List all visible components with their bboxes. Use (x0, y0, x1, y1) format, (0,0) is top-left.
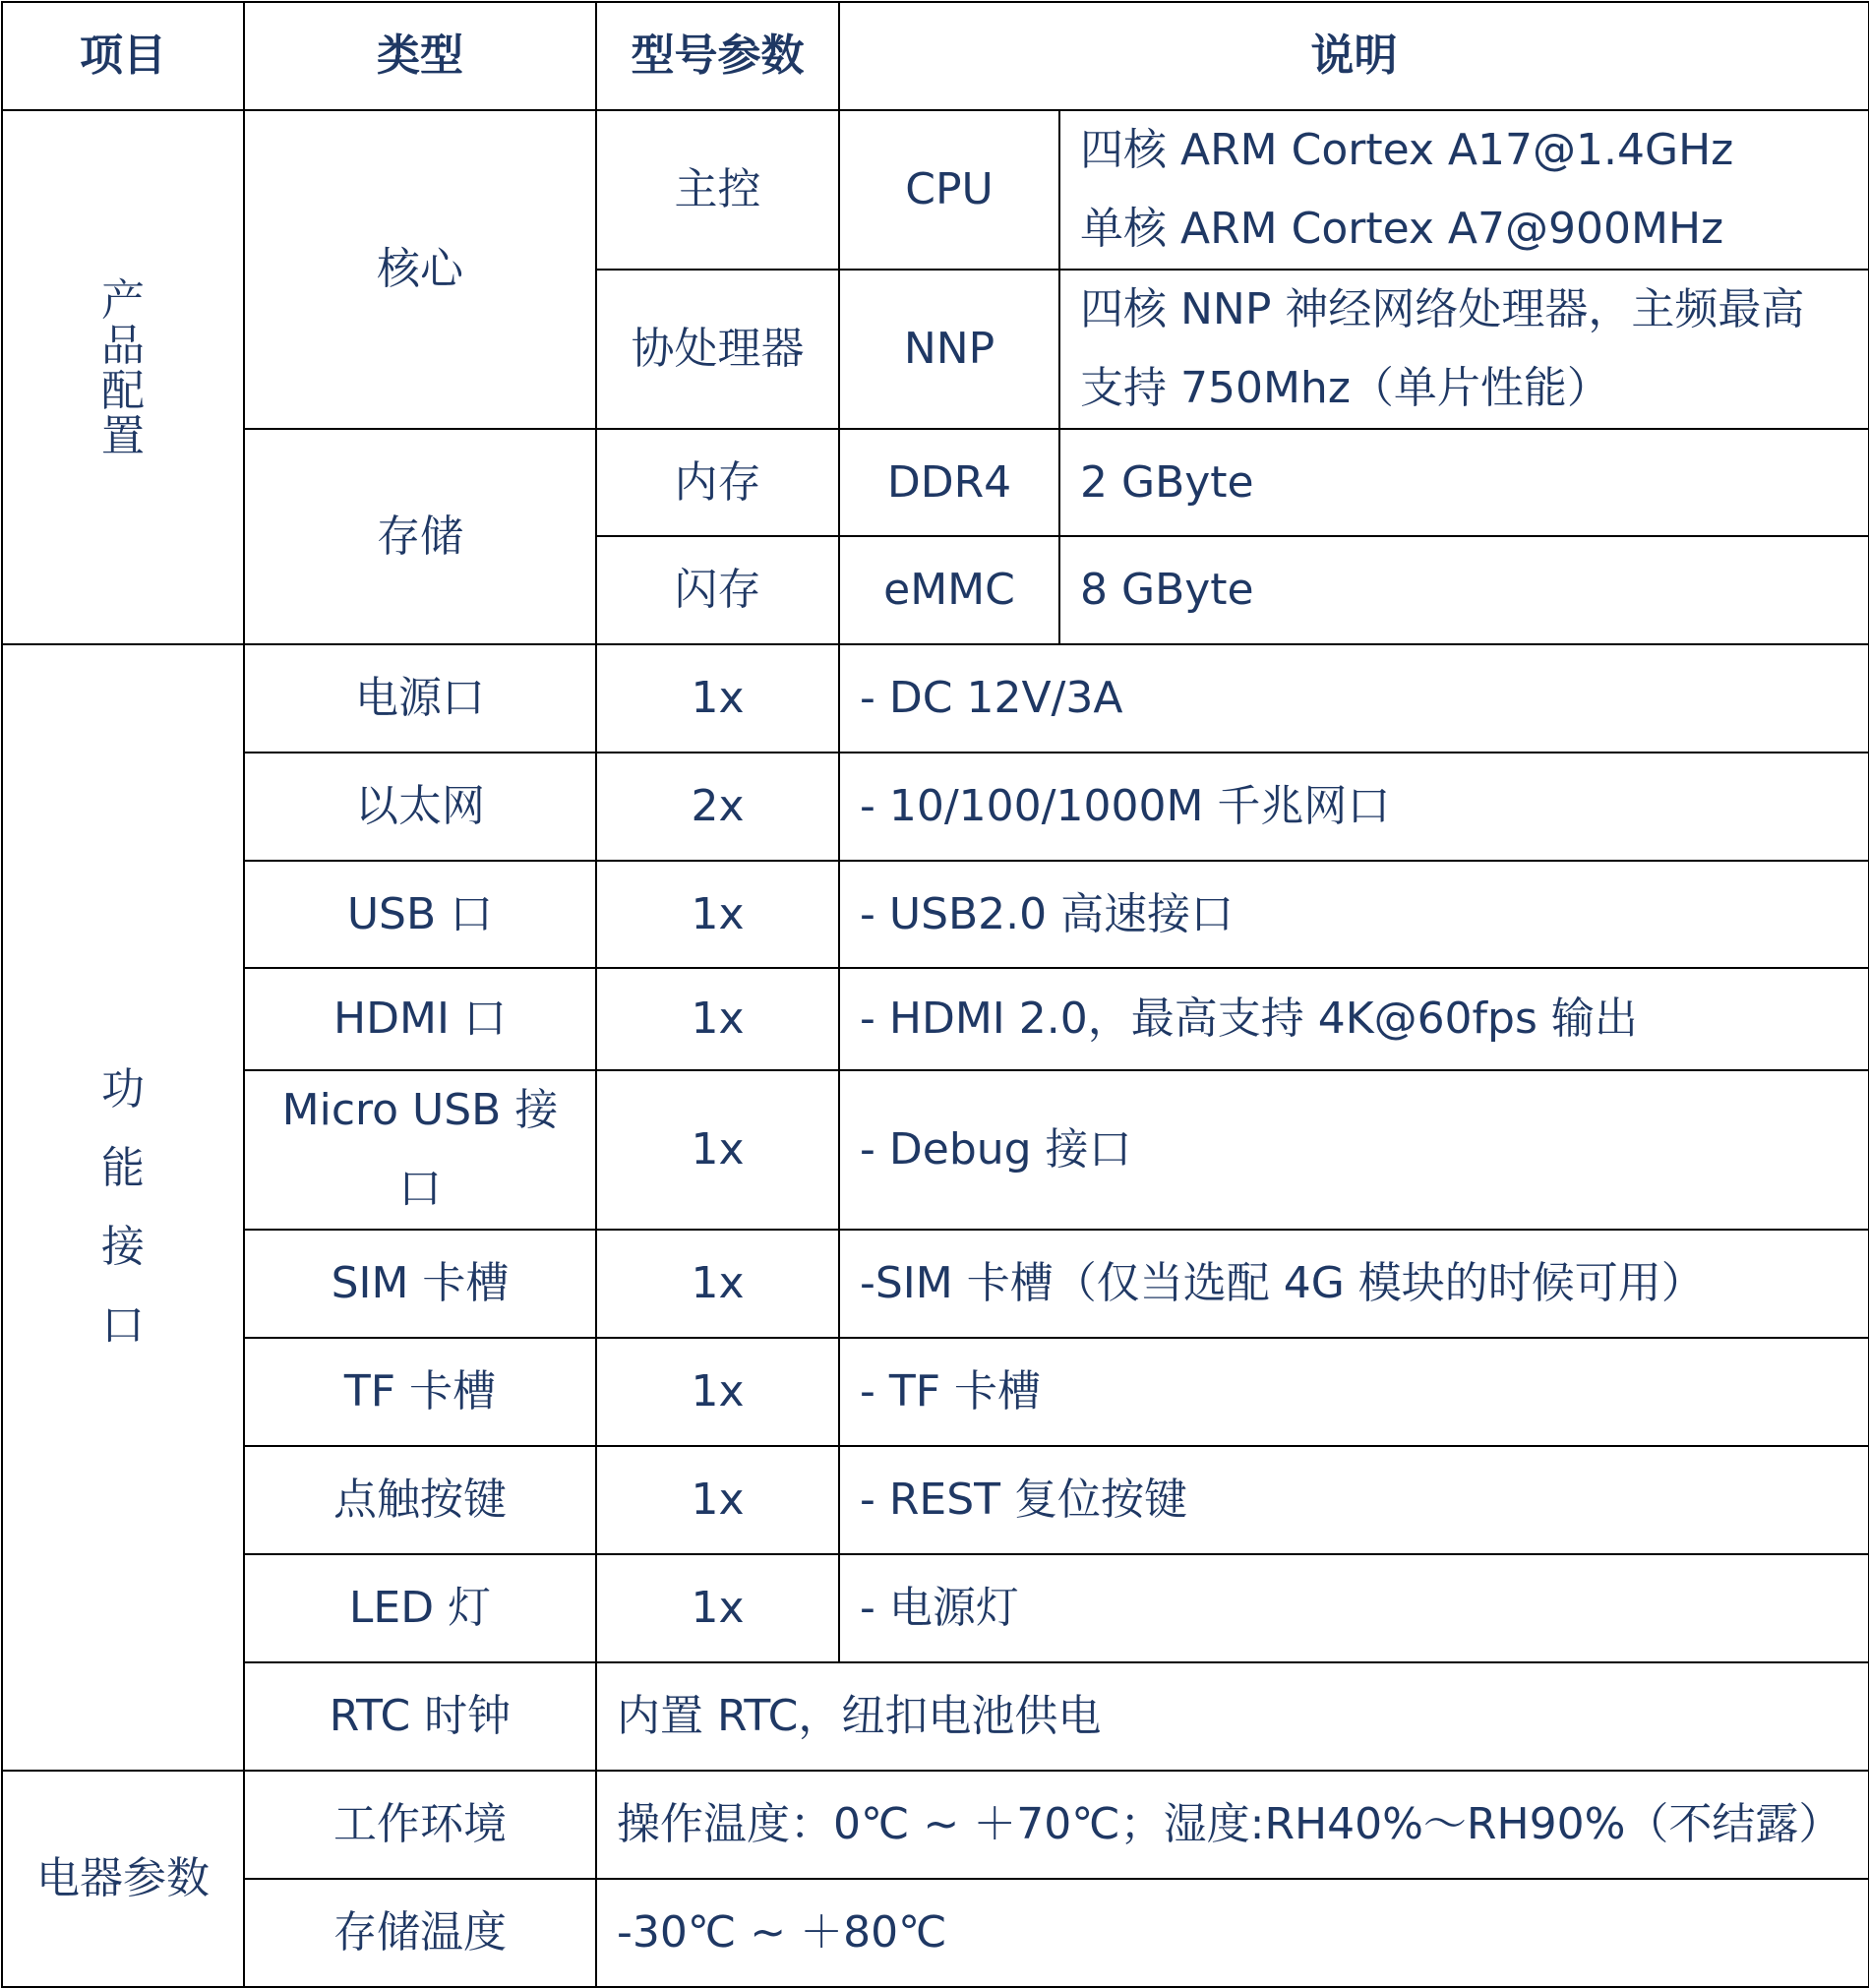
cell-iface-type: USB 口 (244, 861, 596, 968)
cell-coproc-model: NNP (839, 270, 1059, 429)
cell-iface-qty: 1x (596, 1554, 839, 1662)
cell-work-type: 工作环境 (244, 1771, 596, 1879)
type-core: 核心 (244, 110, 596, 429)
cell-iface-type (244, 1070, 596, 1230)
category-product-label: 产品配置 (100, 275, 145, 461)
cell-iface-type: TF 卡槽 (244, 1338, 596, 1446)
cell-iface-desc: - Debug 接口 (839, 1070, 1869, 1230)
cell-iface-type: 以太网 (244, 753, 596, 861)
cell-iface-qty: 1x (596, 968, 839, 1070)
table-row (2, 1662, 1869, 1771)
cell-main-model: CPU (839, 110, 1059, 270)
cell-iface-qty: 1x (596, 1338, 839, 1446)
cell-iface-desc: - DC 12V/3A (839, 644, 1869, 753)
cell-iface-qty: 1x (596, 1446, 839, 1554)
table-row (2, 753, 1869, 861)
cell-iface-type: 电源口 (244, 644, 596, 753)
micro-usb-label: Micro USB 接口 (281, 1085, 559, 1214)
table-row (2, 429, 1869, 536)
header-model: 型号参数 (596, 2, 839, 110)
cell-coproc-desc (1059, 270, 1869, 429)
table-row (2, 644, 1869, 753)
table-row (2, 1070, 1869, 1230)
table-row (2, 1771, 1869, 1879)
table-row (2, 1230, 1869, 1338)
table-row (2, 1554, 1869, 1662)
cell-flash-name: 闪存 (596, 536, 839, 644)
type-storage: 存储 (244, 429, 596, 644)
cell-flash-desc: 8 GByte (1059, 536, 1869, 644)
cell-iface-qty: 1x (596, 861, 839, 968)
cell-flash-model: eMMC (839, 536, 1059, 644)
table-row (2, 968, 1869, 1070)
cell-ram-model: DDR4 (839, 429, 1059, 536)
table-row (2, 1879, 1869, 1987)
category-product (2, 110, 244, 644)
main-desc-line-2: 单核 ARM Cortex A7@900MHz (1080, 204, 1724, 254)
cell-ram-name: 内存 (596, 429, 839, 536)
coproc-desc-line-1: 四核 NNP 神经网络处理器，主频最高 (1080, 284, 1805, 334)
cell-iface-desc: - REST 复位按键 (839, 1446, 1869, 1554)
main-desc-line-1: 四核 ARM Cortex A17@1.4GHz (1080, 125, 1734, 175)
cell-storage-temp-desc: -30℃ ~ ＋80℃ (596, 1879, 1869, 1987)
cell-iface-desc: - 电源灯 (839, 1554, 1869, 1662)
header-desc: 说明 (839, 2, 1869, 110)
header-type: 类型 (244, 2, 596, 110)
cell-main-name: 主控 (596, 110, 839, 270)
header-row (2, 2, 1869, 110)
table-row (2, 110, 1869, 270)
cell-main-desc (1059, 110, 1869, 270)
cell-iface-type: HDMI 口 (244, 968, 596, 1070)
cell-rtc-desc: 内置 RTC，纽扣电池供电 (596, 1662, 1869, 1771)
cell-iface-type: SIM 卡槽 (244, 1230, 596, 1338)
cell-iface-qty: 1x (596, 1230, 839, 1338)
cell-work-desc: 操作温度：0℃ ~ ＋70℃；湿度:RH40%～RH90%（不结露） (596, 1771, 1869, 1879)
cell-iface-qty: 2x (596, 753, 839, 861)
category-electrical: 电器参数 (2, 1771, 244, 1987)
cell-coproc-name: 协处理器 (596, 270, 839, 429)
category-interfaces (2, 644, 244, 1771)
table-row (2, 1446, 1869, 1554)
table-row (2, 1338, 1869, 1446)
category-interfaces-label: 功能接口 (100, 1063, 145, 1351)
cell-storage-temp-type: 存储温度 (244, 1879, 596, 1987)
cell-iface-desc: - 10/100/1000M 千兆网口 (839, 753, 1869, 861)
cell-iface-desc: -SIM 卡槽（仅当选配 4G 模块的时候可用） (839, 1230, 1869, 1338)
coproc-desc-line-2: 支持 750Mhz（单片性能） (1080, 363, 1610, 413)
cell-iface-qty: 1x (596, 644, 839, 753)
cell-iface-type: LED 灯 (244, 1554, 596, 1662)
cell-iface-desc: - TF 卡槽 (839, 1338, 1869, 1446)
cell-rtc-type: RTC 时钟 (244, 1662, 596, 1771)
cell-ram-desc: 2 GByte (1059, 429, 1869, 536)
cell-iface-desc: - HDMI 2.0，最高支持 4K@60fps 输出 (839, 968, 1869, 1070)
cell-iface-qty: 1x (596, 1070, 839, 1230)
header-item: 项目 (2, 2, 244, 110)
cell-iface-type: 点触按键 (244, 1446, 596, 1554)
spec-table (1, 1, 1869, 1988)
table-row (2, 861, 1869, 968)
cell-iface-desc: - USB2.0 高速接口 (839, 861, 1869, 968)
